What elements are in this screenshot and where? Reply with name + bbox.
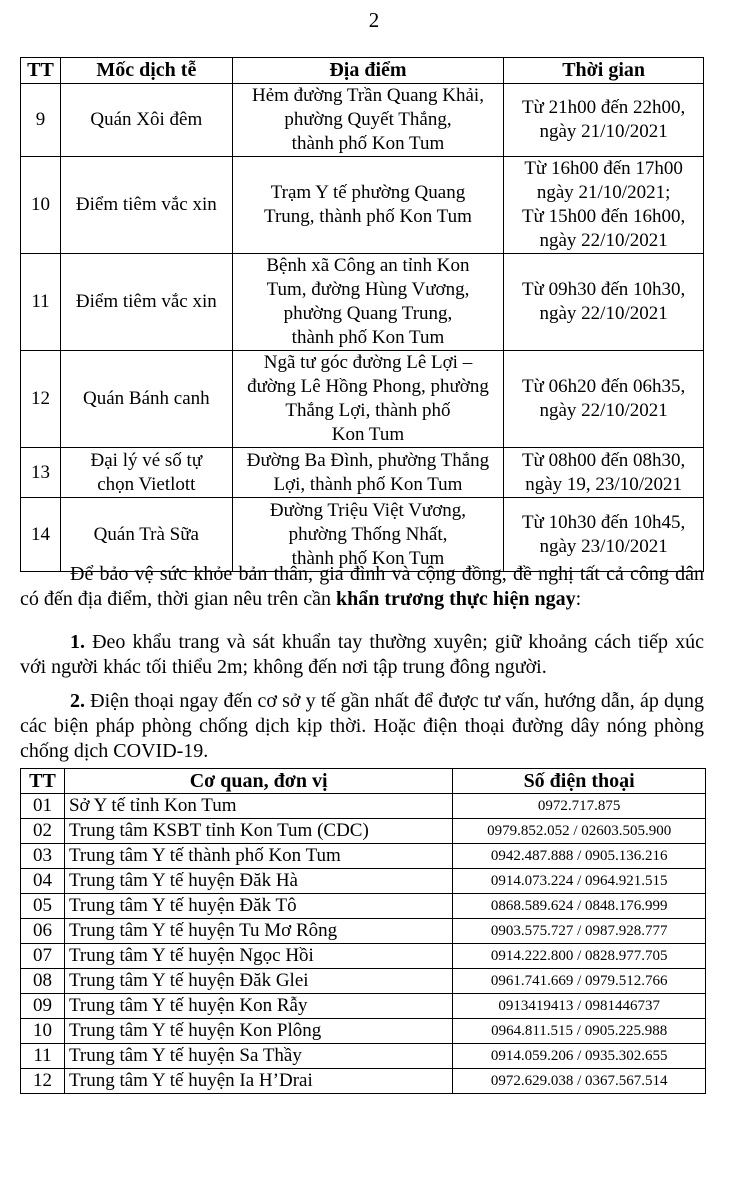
- header-co-quan: Cơ quan, đơn vị: [64, 769, 452, 794]
- table-row: [21, 1019, 706, 1044]
- cell-tt: 11: [21, 1044, 65, 1069]
- table-row: [21, 1044, 706, 1069]
- cell-tt: 08: [21, 969, 65, 994]
- cell-thoi-gian: Từ 10h30 đến 10h45, ngày 23/10/2021: [504, 498, 704, 572]
- cell-phone: 0972.629.038 / 0367.567.514: [453, 1069, 706, 1094]
- header-moc-dich-te: Mốc dịch tễ: [60, 58, 232, 84]
- cell-thoi-gian: Từ 06h20 đến 06h35, ngày 22/10/2021: [504, 351, 704, 448]
- header-thoi-gian: Thời gian: [504, 58, 704, 84]
- cell-dia-diem: Bệnh xã Công an tỉnh Kon Tum, đường Hùng Vương, phường Quang Trung, thành phố Kon Tum: [232, 254, 504, 351]
- intro-bold-text: khẩn trương thực hiện ngay: [336, 588, 576, 610]
- item-1-number: 1.: [70, 631, 85, 653]
- cell-tt: 9: [21, 84, 61, 157]
- table-row: [21, 448, 704, 498]
- table-row: [21, 1069, 706, 1094]
- cell-org: Trung tâm Y tế huyện Đăk Tô: [64, 894, 452, 919]
- intro-paragraph: [20, 562, 704, 612]
- cell-org: Trung tâm Y tế thành phố Kon Tum: [64, 844, 452, 869]
- cell-org: Trung tâm KSBT tỉnh Kon Tum (CDC): [64, 819, 452, 844]
- cell-tt: 01: [21, 794, 65, 819]
- cell-phone: 0964.811.515 / 0905.225.988: [453, 1019, 706, 1044]
- cell-thoi-gian: Từ 21h00 đến 22h00, ngày 21/10/2021: [504, 84, 704, 157]
- table-row: [21, 351, 704, 448]
- cell-tt: 04: [21, 869, 65, 894]
- table-row: [21, 254, 704, 351]
- table-row: [21, 869, 706, 894]
- cell-phone: 0868.589.624 / 0848.176.999: [453, 894, 706, 919]
- table-header-row: [21, 769, 706, 794]
- intro-text: Để bảo vệ sức khỏe bản thân, gia đình và cộng đồng, đề nghị tất cả công dân có đến địa điểm, thời gian nêu trên cần: [20, 563, 704, 610]
- cell-org: Sở Y tế tỉnh Kon Tum: [64, 794, 452, 819]
- cell-tt: 05: [21, 894, 65, 919]
- cell-moc: Điểm tiêm vắc xin: [60, 254, 232, 351]
- table-row: [21, 84, 704, 157]
- cell-tt: 11: [21, 254, 61, 351]
- header-so-dien-thoai: Số điện thoại: [453, 769, 706, 794]
- cell-thoi-gian: Từ 16h00 đến 17h00 ngày 21/10/2021; Từ 15h00 đến 16h00, ngày 22/10/2021: [504, 157, 704, 254]
- cell-phone: 0914.222.800 / 0828.977.705: [453, 944, 706, 969]
- cell-tt: 12: [21, 1069, 65, 1094]
- cell-phone: 0914.073.224 / 0964.921.515: [453, 869, 706, 894]
- table-row: [21, 794, 706, 819]
- item-1-paragraph: [20, 630, 704, 680]
- cell-moc: Đại lý vé số tự chọn Vietlott: [60, 448, 232, 498]
- cell-org: Trung tâm Y tế huyện Sa Thầy: [64, 1044, 452, 1069]
- cell-moc: Quán Xôi đêm: [60, 84, 232, 157]
- table-header-row: [21, 58, 704, 84]
- header-tt: TT: [21, 58, 61, 84]
- cell-moc: Điểm tiêm vắc xin: [60, 157, 232, 254]
- cell-dia-diem: Trạm Y tế phường Quang Trung, thành phố Kon Tum: [232, 157, 504, 254]
- intro-end: :: [575, 588, 582, 610]
- item-2-paragraph: [20, 689, 704, 764]
- cell-tt: 03: [21, 844, 65, 869]
- hotline-table: [20, 768, 706, 1094]
- cell-tt: 07: [21, 944, 65, 969]
- cell-thoi-gian: Từ 08h00 đến 08h30, ngày 19, 23/10/2021: [504, 448, 704, 498]
- cell-tt: 09: [21, 994, 65, 1019]
- cell-org: Trung tâm Y tế huyện Đăk Glei: [64, 969, 452, 994]
- cell-phone: 0913419413 / 0981446737: [453, 994, 706, 1019]
- table-row: [21, 969, 706, 994]
- table-row: [21, 157, 704, 254]
- item-2-number: 2.: [70, 690, 85, 712]
- cell-phone: 0961.741.669 / 0979.512.766: [453, 969, 706, 994]
- table-row: [21, 944, 706, 969]
- cell-thoi-gian: Từ 09h30 đến 10h30, ngày 22/10/2021: [504, 254, 704, 351]
- cell-org: Trung tâm Y tế huyện Kon Plông: [64, 1019, 452, 1044]
- header-dia-diem: Địa điểm: [232, 58, 504, 84]
- cell-tt: 06: [21, 919, 65, 944]
- table-row: [21, 919, 706, 944]
- cell-tt: 10: [21, 157, 61, 254]
- cell-moc: Quán Bánh canh: [60, 351, 232, 448]
- cell-dia-diem: Hẻm đường Trần Quang Khải, phường Quyết Thắng, thành phố Kon Tum: [232, 84, 504, 157]
- header-tt: TT: [21, 769, 65, 794]
- cell-phone: 0914.059.206 / 0935.302.655: [453, 1044, 706, 1069]
- cell-dia-diem: Đường Ba Đình, phường Thắng Lợi, thành phố Kon Tum: [232, 448, 504, 498]
- cell-tt: 10: [21, 1019, 65, 1044]
- table-row: [21, 994, 706, 1019]
- cell-tt: 14: [21, 498, 61, 572]
- table-row: [21, 844, 706, 869]
- cell-dia-diem: Đường Triệu Việt Vương, phường Thống Nhất, thành phố Kon Tum: [232, 498, 504, 572]
- cell-org: Trung tâm Y tế huyện Đăk Hà: [64, 869, 452, 894]
- cell-org: Trung tâm Y tế huyện Ngọc Hồi: [64, 944, 452, 969]
- cell-phone: 0903.575.727 / 0987.928.777: [453, 919, 706, 944]
- item-2-text: Điện thoại ngay đến cơ sở y tế gần nhất để được tư vấn, hướng dẫn, áp dụng các biện pháp phòng chống dịch kịp thời. Hoặc điện thoại đường dây nóng phòng chống dịch COVID-19.: [20, 690, 704, 762]
- cell-tt: 02: [21, 819, 65, 844]
- cell-tt: 13: [21, 448, 61, 498]
- epidemiological-locations-table: [20, 57, 704, 572]
- cell-org: Trung tâm Y tế huyện Tu Mơ Rông: [64, 919, 452, 944]
- cell-phone: 0942.487.888 / 0905.136.216: [453, 844, 706, 869]
- cell-moc: Quán Trà Sữa: [60, 498, 232, 572]
- item-1-text: Đeo khẩu trang và sát khuẩn tay thường xuyên; giữ khoảng cách tiếp xúc với người khác tối thiểu 2m; không đến nơi tập trung đông người.: [20, 631, 704, 678]
- cell-phone: 0972.717.875: [453, 794, 706, 819]
- table-row: [21, 819, 706, 844]
- cell-tt: 12: [21, 351, 61, 448]
- cell-org: Trung tâm Y tế huyện Ia H’Drai: [64, 1069, 452, 1094]
- cell-org: Trung tâm Y tế huyện Kon Rẫy: [64, 994, 452, 1019]
- page-number: 2: [368, 8, 380, 32]
- cell-phone: 0979.852.052 / 02603.505.900: [453, 819, 706, 844]
- table-row: [21, 498, 704, 572]
- cell-dia-diem: Ngã tư góc đường Lê Lợi – đường Lê Hồng Phong, phường Thắng Lợi, thành phố Kon Tum: [232, 351, 504, 448]
- table-row: [21, 894, 706, 919]
